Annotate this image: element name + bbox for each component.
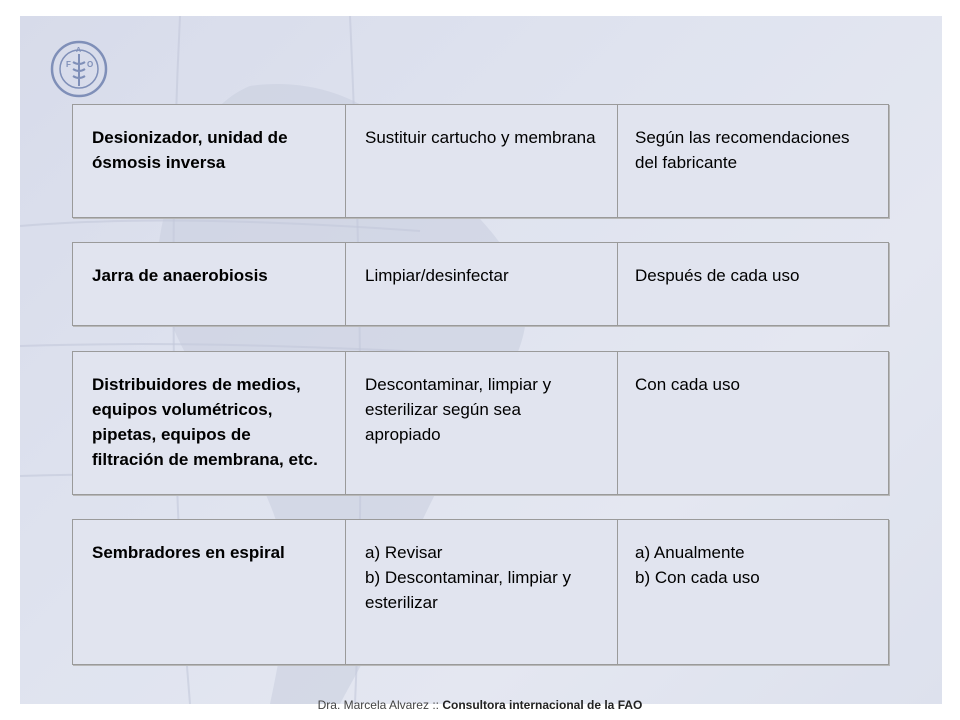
footer-separator: ::	[428, 698, 443, 712]
slide-footer	[0, 698, 960, 712]
equipment-cell: Desionizador, unidad de ósmosis inversa	[92, 128, 288, 172]
svg-text:O: O	[87, 60, 94, 69]
table-row	[72, 104, 889, 218]
equipment-cell: Distribuidores de medios, equipos volumétricos, pipetas, equipos de filtración de membrana, etc.	[92, 375, 318, 469]
footer-role: Consultora internacional de la FAO	[442, 698, 643, 712]
action-cell: a) Revisar b) Descontaminar, limpiar y esterilizar	[345, 520, 617, 664]
table-row	[72, 351, 889, 495]
frequency-cell: Con cada uso	[617, 352, 888, 494]
svg-text:A: A	[76, 47, 82, 54]
table-row	[72, 242, 889, 326]
frequency-cell: Después de cada uso	[617, 243, 888, 325]
action-cell: Descontaminar, limpiar y esterilizar según sea apropiado	[345, 352, 617, 494]
svg-text:F: F	[66, 60, 71, 69]
action-cell: Limpiar/desinfectar	[345, 243, 617, 325]
action-cell: Sustituir cartucho y membrana	[345, 105, 617, 217]
frequency-cell: Según las recomendaciones del fabricante	[617, 105, 888, 217]
equipment-cell: Sembradores en espiral	[92, 543, 285, 562]
footer-author: Dra. Marcela Alvarez	[317, 698, 429, 712]
table-row	[72, 519, 889, 665]
equipment-cell: Jarra de anaerobiosis	[92, 266, 268, 285]
frequency-cell: a) Anualmente b) Con cada uso	[617, 520, 888, 664]
fao-logo	[50, 40, 108, 98]
